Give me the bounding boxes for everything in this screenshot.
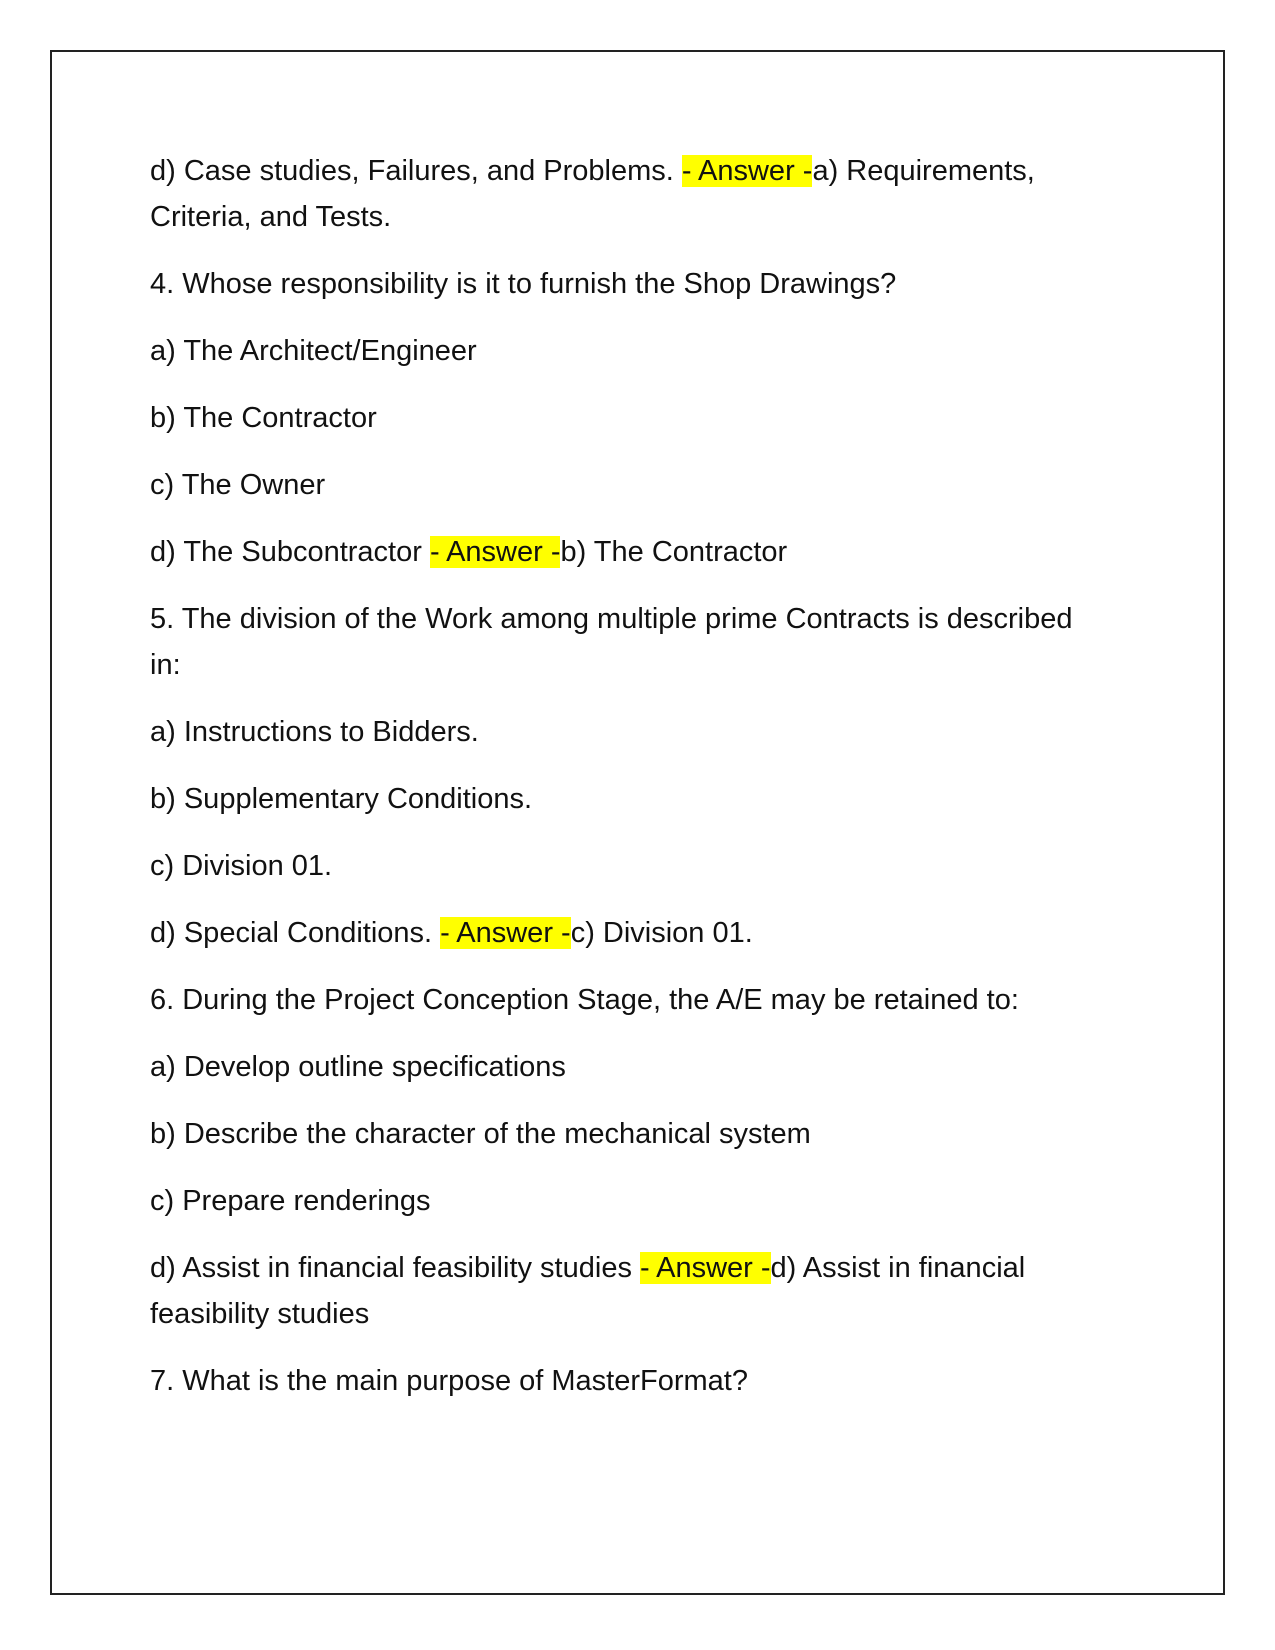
answer-marker: - Answer -	[429, 536, 561, 568]
answer-text: b) The Contractor	[560, 536, 788, 568]
document-body	[150, 148, 1080, 1425]
option-c: c) Division 01.	[150, 850, 333, 882]
answer-text: c) Division 01.	[570, 917, 753, 949]
answer-marker: - Answer -	[640, 1252, 771, 1284]
option-b: b) The Contractor	[150, 402, 377, 434]
answer-marker: - Answer -	[440, 917, 571, 949]
option-text: d) Special Conditions.	[150, 917, 441, 949]
option-text: d) The Subcontractor	[150, 536, 430, 568]
question-4: 4. Whose responsibility is it to furnish the Shop Drawings?	[150, 268, 897, 300]
answer-text: a) Requirements, Criteria, and Tests.	[150, 155, 1035, 233]
option-a: a) The Architect/Engineer	[150, 335, 477, 367]
option-a: a) Instructions to Bidders.	[150, 716, 479, 748]
answer-line	[150, 529, 1080, 575]
question-6: 6. During the Project Conception Stage, the A/E may be retained to:	[150, 984, 1019, 1016]
option-a: a) Develop outline specifications	[150, 1051, 566, 1083]
option-b: b) Describe the character of the mechanical system	[150, 1118, 811, 1150]
answer-line	[150, 910, 1080, 956]
option-text: d) Case studies, Failures, and Problems.	[150, 155, 682, 187]
answer-text: d) Assist in financial feasibility studies	[150, 1252, 1026, 1330]
option-c: c) Prepare renderings	[150, 1185, 431, 1217]
question-5: 5. The division of the Work among multiple prime Contracts is described in:	[150, 603, 1073, 681]
option-text: d) Assist in financial feasibility studies	[150, 1252, 640, 1284]
option-c: c) The Owner	[150, 469, 326, 501]
option-b: b) Supplementary Conditions.	[150, 783, 533, 815]
answer-line	[150, 148, 1080, 240]
answer-line	[150, 1245, 1080, 1337]
answer-marker: - Answer -	[681, 155, 813, 187]
question-7: 7. What is the main purpose of MasterFormat?	[150, 1365, 748, 1397]
